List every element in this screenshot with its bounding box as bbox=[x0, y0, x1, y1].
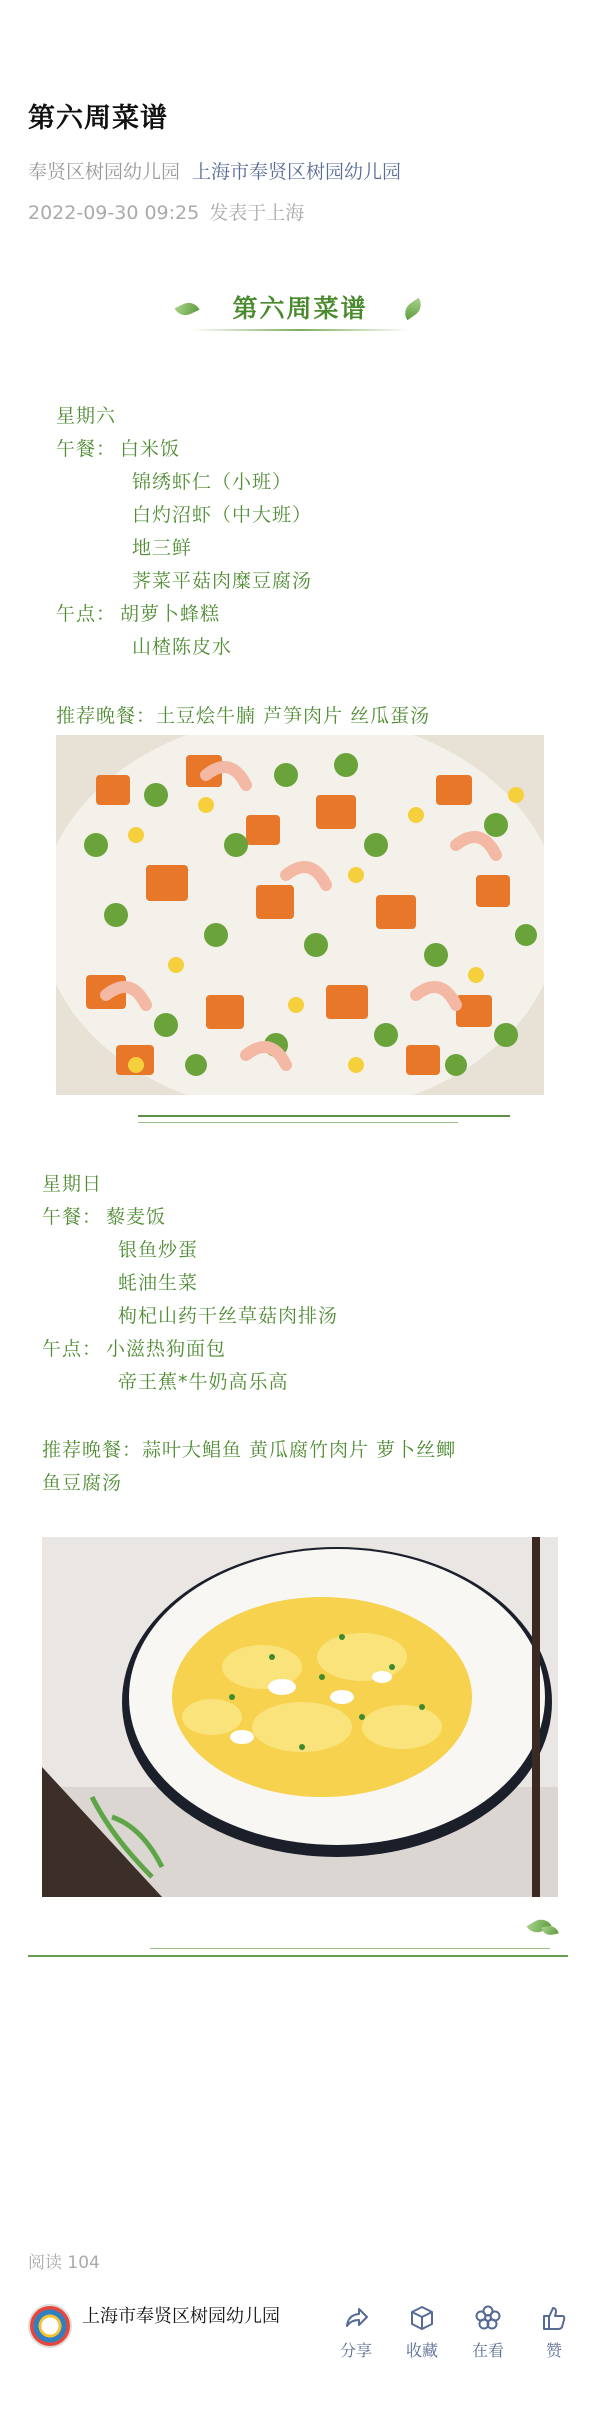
menu-item: 白米饭 bbox=[120, 438, 181, 460]
collect-button[interactable] bbox=[398, 2304, 446, 2361]
menu-item: 山楂陈皮水 bbox=[132, 636, 233, 658]
saturday-dinner bbox=[56, 700, 430, 733]
share-icon bbox=[342, 2304, 370, 2332]
lunch-label: 午餐： bbox=[56, 438, 117, 460]
flower-icon bbox=[474, 2304, 502, 2332]
snack-label: 午点： bbox=[56, 603, 117, 625]
menu-item: 胡萝卜蜂糕 bbox=[120, 603, 221, 625]
menu-item: 小滋热狗面包 bbox=[106, 1338, 227, 1360]
account-name[interactable]: 上海市奉贤区树园幼儿园 bbox=[82, 2306, 280, 2327]
leaf-icon bbox=[541, 1925, 558, 1937]
menu-item: 锦绣虾仁（小班） bbox=[132, 471, 293, 493]
publish-info bbox=[28, 198, 304, 225]
menu-item: 荠菜平菇肉糜豆腐汤 bbox=[132, 570, 313, 592]
photo-shrimp-peas-carrots bbox=[56, 735, 544, 1095]
menu-item: 枸杞山药干丝草菇肉排汤 bbox=[118, 1305, 339, 1327]
photo-scrambled-eggs bbox=[42, 1537, 558, 1897]
saturday-menu bbox=[56, 400, 312, 664]
day-heading: 星期六 bbox=[56, 405, 117, 427]
sunday-menu bbox=[42, 1168, 338, 1399]
sunday-dinner bbox=[42, 1434, 456, 1500]
share-label: 分享 bbox=[339, 2341, 372, 2360]
account-link[interactable]: 上海市奉贤区树园幼儿园 bbox=[192, 161, 402, 183]
dinner-recommendation: 推荐晚餐：蒜叶大鲳鱼 黄瓜腐竹肉片 萝卜丝鲫 bbox=[42, 1439, 457, 1461]
menu-item: 银鱼炒蛋 bbox=[118, 1239, 199, 1261]
publish-datetime: 2022-09-30 09:25 bbox=[28, 202, 200, 224]
share-button[interactable] bbox=[332, 2304, 380, 2361]
account-avatar[interactable] bbox=[28, 2304, 72, 2348]
menu-item: 藜麦饭 bbox=[106, 1206, 167, 1228]
lunch-row bbox=[56, 433, 312, 466]
like-button[interactable] bbox=[530, 2304, 578, 2361]
publish-location: 发表于上海 bbox=[209, 202, 305, 224]
menu-item: 帝王蕉*牛奶高乐高 bbox=[118, 1371, 289, 1393]
footer-bar bbox=[0, 2290, 600, 2400]
lunch-row bbox=[42, 1201, 338, 1234]
snack-row bbox=[42, 1333, 338, 1366]
cube-icon bbox=[408, 2304, 436, 2332]
day-heading: 星期日 bbox=[42, 1173, 103, 1195]
article-title: 第六周菜谱 bbox=[28, 103, 168, 134]
watching-button[interactable] bbox=[464, 2304, 512, 2361]
menu-item: 白灼沼虾（中大班） bbox=[132, 504, 313, 526]
snack-row bbox=[56, 598, 312, 631]
collect-label: 收藏 bbox=[405, 2341, 438, 2360]
dinner-recommendation: 推荐晚餐：土豆烩牛腩 芦笋肉片 丝瓜蛋汤 bbox=[56, 705, 431, 727]
author-name: 奉贤区树园幼儿园 bbox=[28, 161, 181, 183]
lunch-label: 午餐： bbox=[42, 1206, 103, 1228]
section-divider-thin bbox=[138, 1122, 458, 1123]
section-divider bbox=[138, 1115, 510, 1117]
banner-underline bbox=[190, 329, 410, 331]
menu-banner bbox=[170, 285, 430, 335]
menu-item: 地三鲜 bbox=[132, 537, 193, 559]
section-divider-thin bbox=[150, 1948, 550, 1949]
thumbs-up-icon bbox=[540, 2304, 568, 2332]
like-label: 赞 bbox=[545, 2341, 562, 2360]
banner-title: 第六周菜谱 bbox=[232, 294, 368, 323]
snack-label: 午点： bbox=[42, 1338, 103, 1360]
watching-label: 在看 bbox=[471, 2341, 504, 2360]
dish-illustration bbox=[56, 735, 544, 1095]
menu-item: 蚝油生菜 bbox=[118, 1272, 199, 1294]
dinner-recommendation-cont: 鱼豆腐汤 bbox=[42, 1472, 123, 1494]
read-count: 阅读 104 bbox=[28, 2253, 100, 2273]
section-divider bbox=[28, 1955, 568, 1957]
article-meta bbox=[28, 157, 401, 184]
dish-illustration bbox=[42, 1537, 558, 1897]
